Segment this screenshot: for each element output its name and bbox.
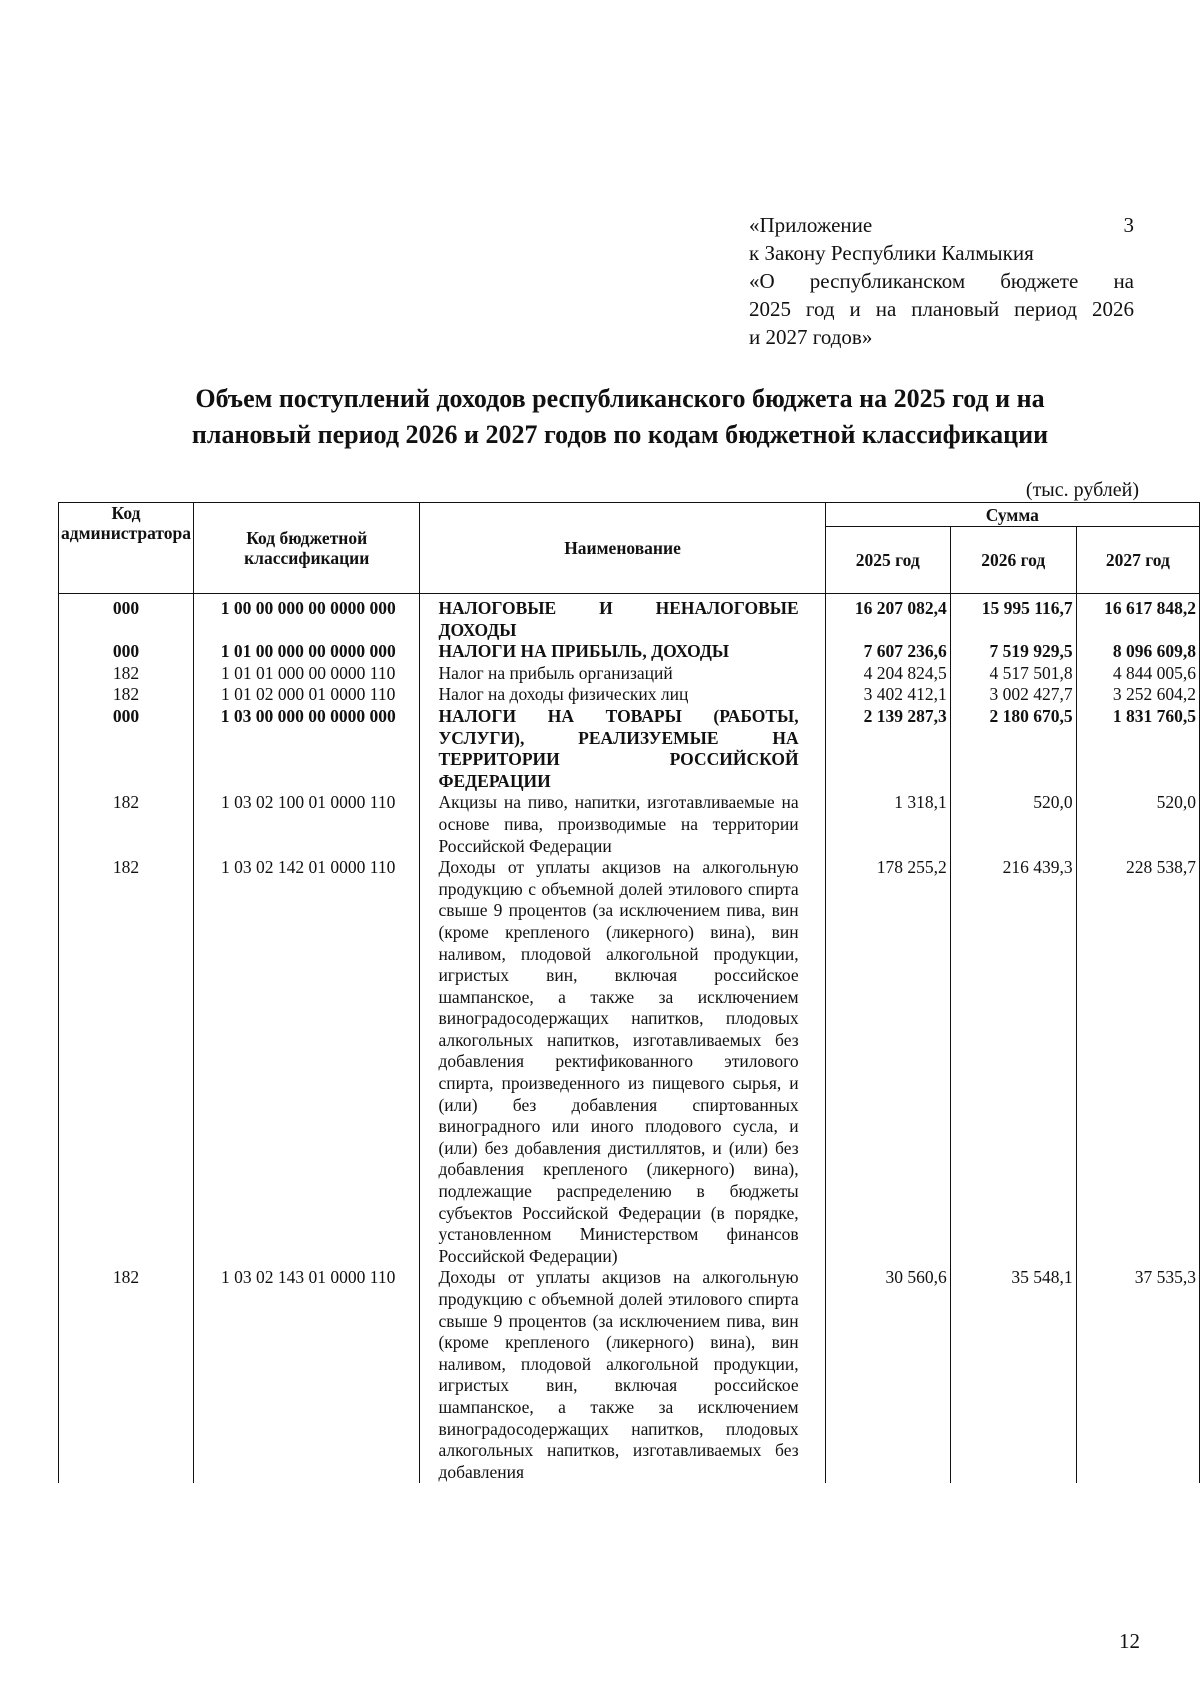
- table-row: [59, 1267, 1200, 1483]
- table-row: [59, 684, 1200, 706]
- title-line-2: плановый период 2026 и 2027 годов по кодам бюджетной классификации: [191, 420, 1049, 449]
- appendix-header: [749, 211, 1134, 351]
- amount-2025: 4 204 824,5: [825, 663, 950, 685]
- amount-2027: 4 844 005,6: [1076, 663, 1199, 685]
- amount-2025: 7 607 236,6: [825, 641, 950, 663]
- amount-2027: 16 617 848,2: [1076, 594, 1199, 642]
- amount-2027: 3 252 604,2: [1076, 684, 1199, 706]
- amount-2027: 8 096 609,8: [1076, 641, 1199, 663]
- admin-code: 000: [59, 641, 194, 663]
- table-row: [59, 641, 1200, 663]
- amount-2027: 228 538,7: [1076, 857, 1199, 1267]
- appendix-line: и 2027 годов»: [749, 325, 873, 349]
- amount-2027: 37 535,3: [1076, 1267, 1199, 1483]
- amount-2026: 216 439,3: [950, 857, 1076, 1267]
- amount-2025: 16 207 082,4: [825, 594, 950, 642]
- budget-code: 1 03 00 000 00 0000 000: [193, 706, 419, 792]
- revenue-name: Доходы от уплаты акцизов на алкогольную продукцию с объемной долей этилового спирта свыше 9 процентов (за исключением пива, вин (кроме крепленого (ликерного) вина), вин наливом, плодовой алкогольной продукции, игристых вин, включая российское шампанское, а также за исключением виноградосодержащих напитков, плодовых алкогольных напитков, изготавливаемых без добавления ректификованного этилового спирта, произведенного из пищевого сырья, и (или) без добавления спиртованных виноградного или иного плодового сусла, и (или) без добавления дистиллятов, и (или) без добавления крепленого (ликерного) вина), подлежащие распределению в бюджеты субъектов Российской Федерации (в порядке, установленном Министерством финансов Российской Федерации): [420, 857, 825, 1267]
- table-row: [59, 792, 1200, 857]
- header-2027: 2027 год: [1076, 527, 1199, 594]
- admin-code: 000: [59, 594, 194, 642]
- budget-code: 1 01 01 000 00 0000 110: [193, 663, 419, 685]
- revenue-name: Акцизы на пиво, напитки, изготавливаемые на основе пива, производимые на территории Российской Федерации: [420, 792, 825, 857]
- revenue-name: НАЛОГИ НА ПРИБЫЛЬ, ДОХОДЫ: [420, 641, 825, 663]
- appendix-line: «О республиканском бюджете на: [749, 269, 1134, 293]
- amount-2026: 4 517 501,8: [950, 663, 1076, 685]
- revenue-name: НАЛОГИ НА ТОВАРЫ (РАБОТЫ, УСЛУГИ), РЕАЛИЗУЕМЫЕ НА ТЕРРИТОРИИ РОССИЙСКОЙ ФЕДЕРАЦИИ: [420, 706, 825, 792]
- header-sum: Сумма: [825, 503, 1199, 527]
- table-row: [59, 857, 1200, 1267]
- amount-2027: 1 831 760,5: [1076, 706, 1199, 792]
- amount-2026: 7 519 929,5: [950, 641, 1076, 663]
- amount-2025: 1 318,1: [825, 792, 950, 857]
- header-name: Наименование: [420, 503, 825, 594]
- admin-code: 182: [59, 857, 194, 1267]
- appendix-line: к Закону Республики Калмыкия: [749, 241, 1034, 265]
- budget-code: 1 01 00 000 00 0000 000: [193, 641, 419, 663]
- budget-code: 1 00 00 000 00 0000 000: [193, 594, 419, 642]
- admin-code: 182: [59, 663, 194, 685]
- appendix-line: «Приложение 3: [749, 213, 1134, 237]
- revenue-name: Налог на доходы физических лиц: [420, 684, 825, 706]
- admin-code: 182: [59, 1267, 194, 1483]
- budget-code: 1 01 02 000 01 0000 110: [193, 684, 419, 706]
- amount-2026: 35 548,1: [950, 1267, 1076, 1483]
- amount-2026: 3 002 427,7: [950, 684, 1076, 706]
- table-row: [59, 594, 1200, 642]
- appendix-line: 2025 год и на плановый период 2026: [749, 297, 1134, 321]
- header-2026: 2026 год: [950, 527, 1076, 594]
- amount-2025: 178 255,2: [825, 857, 950, 1267]
- table-row: [59, 663, 1200, 685]
- amount-2025: 2 139 287,3: [825, 706, 950, 792]
- admin-code: 182: [59, 792, 194, 857]
- title-line-1: Объем поступлений доходов республиканского бюджета на 2025 год и на: [195, 384, 1045, 413]
- amount-2026: 15 995 116,7: [950, 594, 1076, 642]
- units-label: (тыс. рублей): [1025, 479, 1139, 501]
- header-budget-code: Код бюджетной классификации: [193, 503, 419, 594]
- budget-code: 1 03 02 142 01 0000 110: [193, 857, 419, 1267]
- revenue-name: НАЛОГОВЫЕ И НЕНАЛОГОВЫЕ ДОХОДЫ: [420, 594, 825, 642]
- amount-2026: 520,0: [950, 792, 1076, 857]
- revenue-table: [58, 502, 1200, 1483]
- revenue-name: Доходы от уплаты акцизов на алкогольную продукцию с объемной долей этилового спирта свыше 9 процентов (за исключением пива, вин (кроме крепленого (ликерного) вина), вин наливом, плодовой алкогольной продукции, игристых вин, включая российское шампанское, а также за исключением виноградосодержащих напитков, плодовых алкогольных напитков, изготавливаемых без добавления: [420, 1267, 825, 1483]
- admin-code: 182: [59, 684, 194, 706]
- budget-code: 1 03 02 100 01 0000 110: [193, 792, 419, 857]
- header-2025: 2025 год: [825, 527, 950, 594]
- page-number: 12: [1119, 1629, 1140, 1653]
- budget-code: 1 03 02 143 01 0000 110: [193, 1267, 419, 1483]
- amount-2027: 520,0: [1076, 792, 1199, 857]
- amount-2026: 2 180 670,5: [950, 706, 1076, 792]
- amount-2025: 30 560,6: [825, 1267, 950, 1483]
- revenue-name: Налог на прибыль организаций: [420, 663, 825, 685]
- admin-code: 000: [59, 706, 194, 792]
- header-admin-code: Код администратора: [59, 503, 194, 594]
- table-row: [59, 706, 1200, 792]
- amount-2025: 3 402 412,1: [825, 684, 950, 706]
- document-title: [120, 381, 1120, 453]
